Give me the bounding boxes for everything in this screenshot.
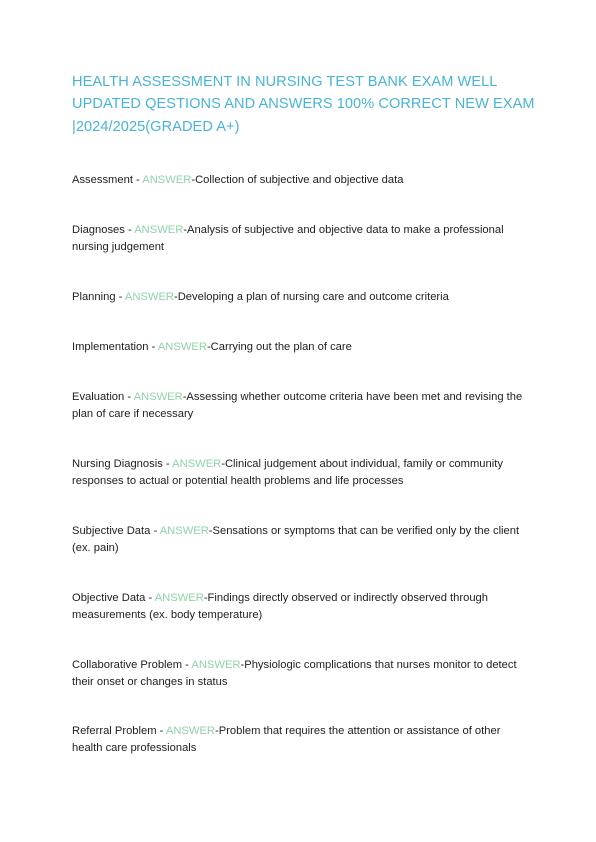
entry-implementation: [72, 339, 532, 356]
entry-assessment: [72, 172, 532, 189]
answer-label: ANSWER: [133, 391, 183, 403]
answer-label: ANSWER: [124, 291, 174, 303]
entry-separator: -: [132, 174, 143, 186]
entry-term: Subjective Data: [72, 525, 151, 537]
entry-term: Diagnoses: [72, 224, 125, 236]
answer-label: ANSWER: [154, 592, 204, 604]
entry-definition: -Physiologic complications that nurses monitor to detect their onset or changes in status: [72, 659, 517, 688]
answer-label: ANSWER: [172, 458, 222, 470]
entry-objective-data: [72, 590, 532, 624]
entry-term: Planning: [72, 291, 116, 303]
entry-separator: -: [162, 458, 173, 470]
entry-term: Nursing Diagnosis: [72, 458, 163, 470]
answer-label: ANSWER: [134, 224, 184, 236]
entry-nursing-diagnosis: [72, 456, 532, 490]
entry-definition: -Developing a plan of nursing care and outcome criteria: [173, 291, 449, 303]
entry-planning: [72, 289, 532, 306]
answer-label: ANSWER: [191, 659, 241, 671]
answer-label: ANSWER: [142, 174, 192, 186]
entry-diagnoses: [72, 222, 532, 256]
entry-separator: -: [150, 525, 160, 537]
answer-label: ANSWER: [165, 725, 215, 737]
entry-term: Objective Data: [72, 592, 146, 604]
entry-separator: -: [156, 725, 166, 737]
entry-term: Referral Problem: [72, 725, 157, 737]
entry-definition: -Collection of subjective and objective data: [191, 174, 404, 186]
entry-term: Assessment: [72, 174, 133, 186]
entry-definition: -Clinical judgement about individual, family or community responses to actual or potential health problems and life processes: [72, 458, 503, 487]
entry-subjective-data: [72, 523, 532, 557]
entry-definition: -Findings directly observed or indirectly observed through measurements (ex. body temperature): [72, 592, 488, 621]
answer-label: ANSWER: [159, 525, 209, 537]
entry-term: Implementation: [72, 341, 149, 353]
entry-separator: -: [145, 592, 155, 604]
entry-evaluation: [72, 389, 532, 423]
entry-term: Collaborative Problem: [72, 659, 183, 671]
answer-label: ANSWER: [157, 341, 207, 353]
entry-referral-problem: [72, 723, 532, 757]
entry-definition: -Carrying out the plan of care: [206, 341, 352, 353]
entry-separator: -: [148, 341, 158, 353]
entry-definition: -Analysis of subjective and objective data to make a professional nursing judgement: [72, 224, 504, 253]
entry-collaborative-problem: [72, 657, 532, 691]
entry-separator: -: [182, 659, 192, 671]
entry-separator: -: [115, 291, 125, 303]
entry-definition: -Problem that requires the attention or assistance of other health care professionals: [72, 725, 501, 754]
entry-separator: -: [124, 391, 134, 403]
document-title: HEALTH ASSESSMENT IN NURSING TEST BANK EXAM WELL UPDATED QESTIONS AND ANSWERS 100% CORRECT NEW EXAM |2024/2025(GRADED A+): [72, 74, 535, 135]
entry-term: Evaluation: [72, 391, 125, 403]
entry-definition: -Assessing whether outcome criteria have been met and revising the plan of care if necessary: [72, 391, 523, 420]
entry-definition: -Sensations or symptoms that can be verified only by the client (ex. pain): [72, 525, 520, 554]
entry-separator: -: [124, 224, 135, 236]
